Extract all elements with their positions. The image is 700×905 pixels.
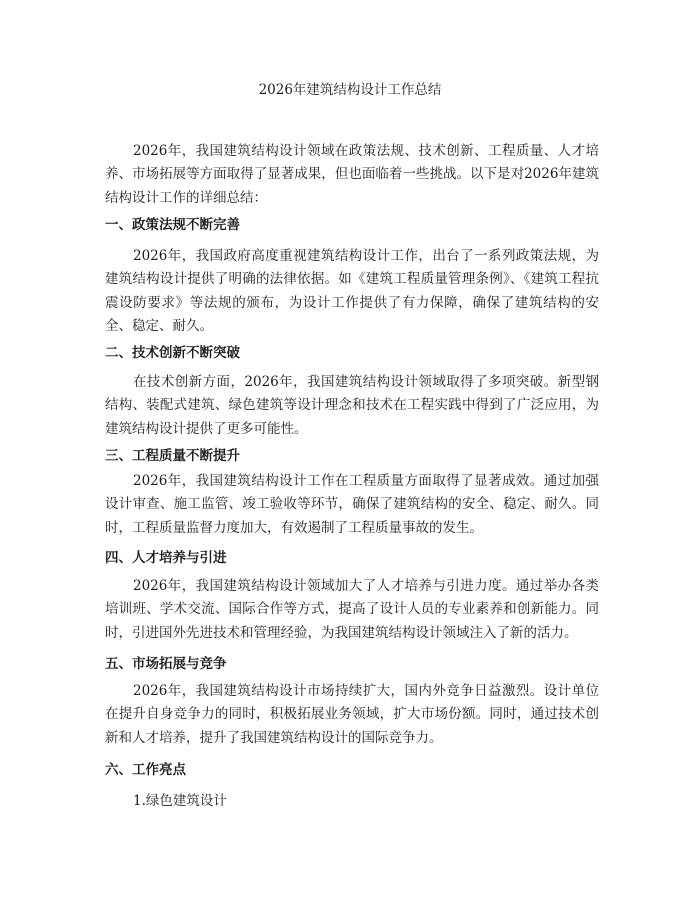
section-heading-4: 四、人才培养与引进	[105, 550, 227, 566]
section-body-1: 2026年，我国政府高度重视建筑结构设计工作，出台了一系列政策法规，为建筑结构设计提供了明确的法律依据。如《建筑工程质量管理条例》、《建筑工程抗震设防要求》等法规的颁布，为设计工作提供了有力保障，确保了建筑结构的安全、稳定、耐久。	[105, 248, 599, 334]
section-body-3: 2026年，我国建筑结构设计工作在工程质量方面取得了显著成效。通过加强设计审查、施工监管、竣工验收等环节，确保了建筑结构的安全、稳定、耐久。同时，工程质量监督力度加大，有效遏制了工程质量事故的发生。	[105, 473, 599, 536]
section-heading-2: 二、技术创新不断突破	[105, 345, 240, 361]
section-heading-5: 五、市场拓展与竞争	[105, 656, 227, 672]
section-body-2: 在技术创新方面，2026年，我国建筑结构设计领域取得了多项突破。新型钢结构、装配式建筑、绿色建筑等设计理念和技术在工程实践中得到了广泛应用，为建筑结构设计提供了更多可能性。	[105, 374, 599, 437]
list-item: 1.绿色建筑设计	[133, 793, 227, 809]
section-body-5: 2026年，我国建筑结构设计市场持续扩大，国内外竞争日益激烈。设计单位在提升自身竞争力的同时，积极拓展业务领域，扩大市场份额。同时，通过技术创新和人才培养，提升了我国建筑结构设计的国际竞争力。	[105, 683, 599, 746]
intro-paragraph: 2026年，我国建筑结构设计领域在政策法规、技术创新、工程质量、人才培养、市场拓展等方面取得了显著成果，但也面临着一些挑战。以下是对2026年建筑结构设计工作的详细总结：	[105, 143, 599, 206]
section-body-4: 2026年，我国建筑结构设计领域加大了人才培养与引进力度。通过举办各类培训班、学术交流、国际合作等方式，提高了设计人员的专业素养和创新能力。同时，引进国外先进技术和管理经验，为我国建筑结构设计领域注入了新的活力。	[105, 578, 599, 641]
section-heading-1: 一、政策法规不断完善	[105, 217, 240, 233]
document-title: 2026年建筑结构设计工作总结	[258, 82, 442, 98]
section-heading-6: 六、工作亮点	[105, 762, 186, 778]
section-heading-3: 三、工程质量不断提升	[105, 448, 240, 464]
